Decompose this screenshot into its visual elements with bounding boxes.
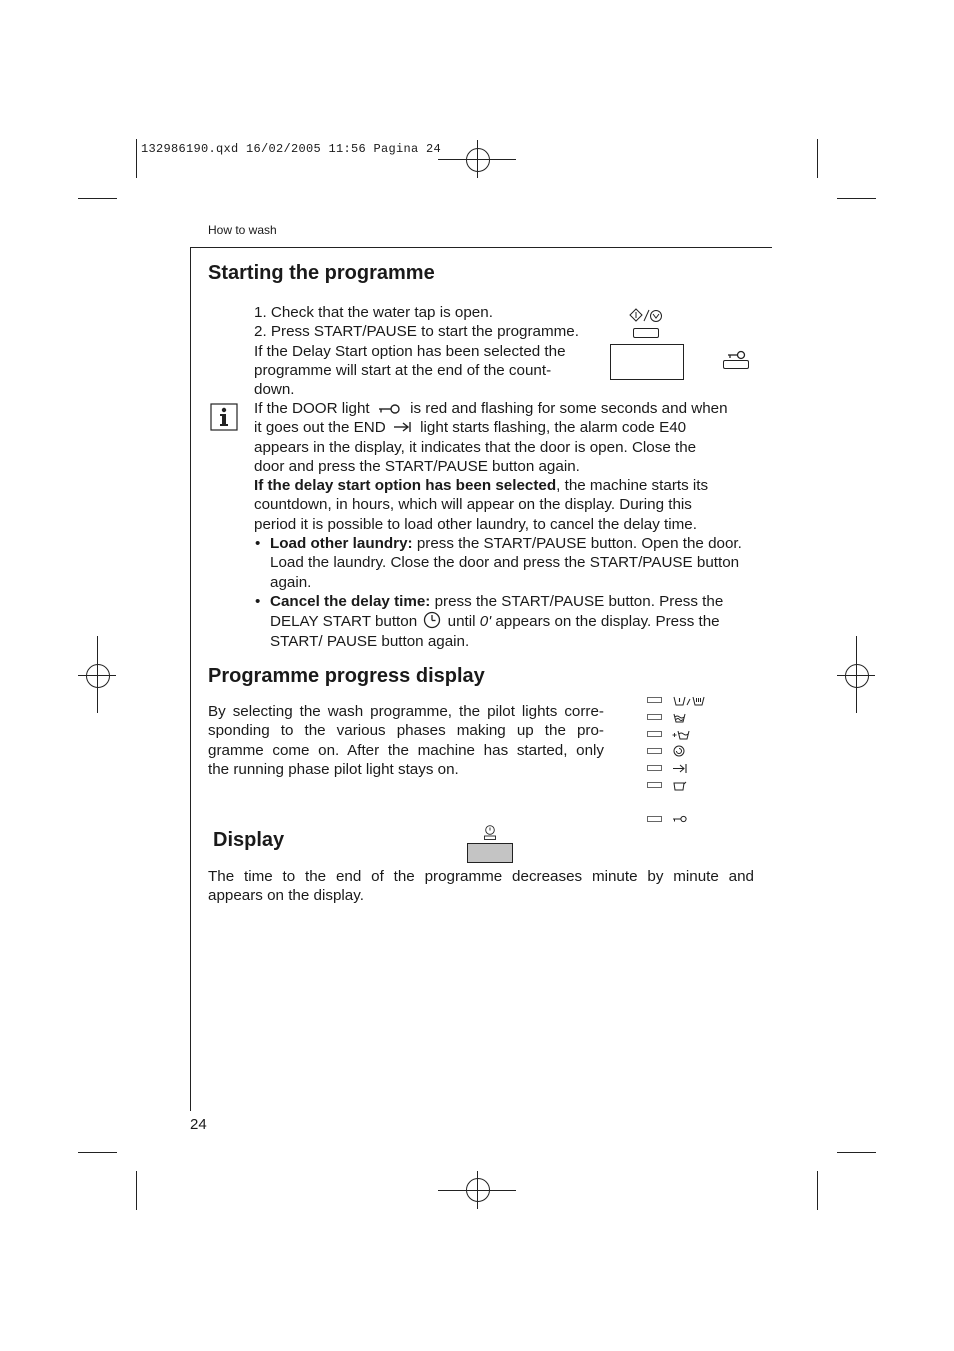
prewash-wash-icon [672,695,708,706]
delay-line: If the delay start option has been selected, the machine starts its [254,477,709,495]
step-1: 1. Check that the water tap is open. [254,304,493,321]
delay-clock-icon [423,611,441,629]
pilot-lights [647,694,717,824]
delay-note-line: down. [254,381,295,399]
display-text: The time to the end of the programme decreases minute by minute and appears on the display. [208,868,754,905]
crop-mark [136,139,137,178]
page-number: 24 [190,1116,207,1133]
spin-icon [672,745,686,757]
crop-mark [78,198,117,199]
left-margin-rule [190,247,191,1111]
delay-note-line: If the Delay Start option has been selected the [254,342,566,360]
crop-mark [837,198,876,199]
crop-mark [817,1171,818,1210]
door-warning [254,399,754,651]
control-display [610,344,684,380]
door-line: door and press the START/PAUSE button again. [254,457,580,475]
door-line: appears in the display, it indicates that the door is open. Close the [254,438,697,456]
start-pause-button [633,328,659,338]
pilot-light-spin [647,745,686,757]
pilot-light-prewash [647,694,708,706]
crop-mark [136,1171,137,1210]
crop-mark [817,139,818,178]
section-title-starting: Starting the programme [208,262,435,284]
door-line: If the DOOR light is red and flashing for some seconds and when [254,400,728,417]
end-arrow-icon [672,763,688,774]
pilot-light-door [647,813,688,825]
door-light-button [723,360,749,369]
door-key-icon [724,347,750,357]
display-panel [467,843,513,863]
delay-line: countdown, in hours, which will appear on the display. During this [254,496,692,514]
starting-steps [254,303,604,399]
progress-text: By selecting the wash programme, the pilot lights corre- sponding to the various phases making up the pro- gramme come on. After the machine has started, only the running phase pilot light stays on. [208,703,604,778]
start-pause-icon [628,308,668,324]
pilot-light-extra-rinse [647,728,692,740]
header-rule [190,247,772,248]
delay-clock-icon [483,825,497,841]
section-title-progress: Programme progress display [208,665,485,687]
pilot-light-rinse [647,711,688,723]
rinse-icon [672,712,688,723]
section-title-display: Display [213,829,285,851]
door-key-icon [672,815,688,823]
crop-mark [78,1152,117,1153]
door-line: it goes out the END light starts flashing, the alarm code E40 [254,419,687,437]
end-arrow-icon [393,421,413,433]
bullet-cancel-delay: • Cancel the delay time: press the START/PAUSE button. Press the DELAY START button until 0' appears on the display. Press the START/ PAUSE button again. [255,592,724,650]
delay-note-line: programme will start at the end of the count- [254,361,552,379]
drying-icon [672,780,688,791]
section-label: How to wash [208,223,277,237]
extra-rinse-icon [672,729,692,740]
bullet-load-laundry: • Load other laundry: press the START/PAUSE button. Open the door. Load the laundry. Close the door and press the START/PAUSE button again. [255,535,742,591]
pilot-light-drying [647,779,688,791]
door-key-icon [377,404,403,414]
crop-mark [837,1152,876,1153]
step-2: 2. Press START/PAUSE to start the programme. [254,323,579,341]
pilot-light-end [647,762,688,774]
delay-line: period it is possible to load other laundry, to cancel the delay time. [254,515,697,533]
info-icon [210,403,238,431]
print-slug: 132986190.qxd 16/02/2005 11:56 Pagina 24 [141,142,442,156]
